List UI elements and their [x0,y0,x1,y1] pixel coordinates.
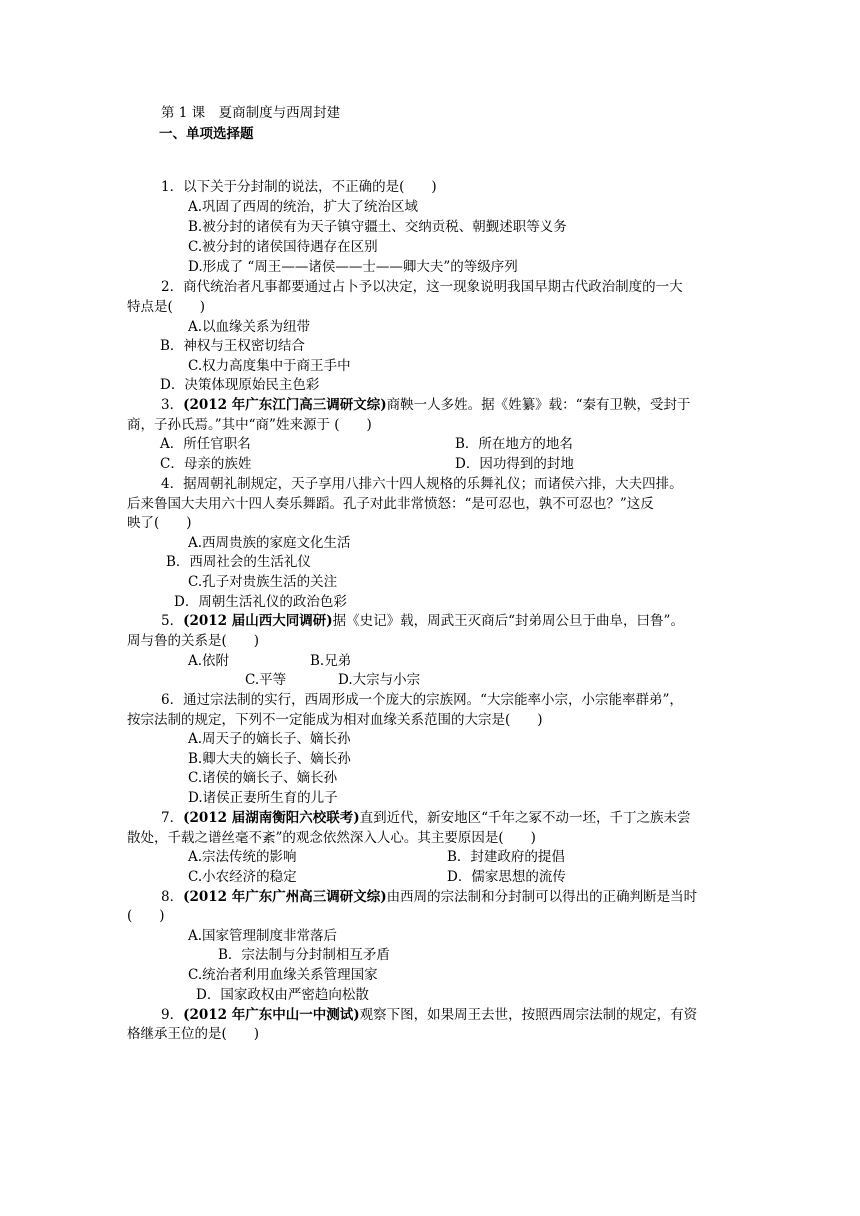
question-2-stem-line-1: 2．商代统治者凡事都要通过占卜予以决定，这一现象说明我国早期古代政治制度的一大 [161,279,683,295]
question-3-option-c: C．母亲的族姓 [160,456,252,472]
question-8-option-b: B．宗法制与分封制相互矛盾 [218,947,390,963]
question-8-source: (2012 年广东广州高三调研文综) [183,889,387,905]
question-5-option-b: B.兄弟 [310,653,352,669]
question-7-stem-line-1 [161,809,691,828]
question-3-stem-text: 商鞅一人多姓。据《姓纂》载：“秦有卫鞅，受封于 [386,397,691,413]
question-5-stem-line-1 [161,612,684,631]
question-7-option-d: D．儒家思想的流传 [447,869,566,885]
question-4-option-c: C.孔子对贵族生活的关注 [188,574,338,590]
question-4-option-a: A.西周贵族的家庭文化生活 [188,535,351,551]
question-1-option-c: C.被分封的诸侯国待遇存在区别 [188,239,378,255]
question-6-stem-line-1: 6．通过宗法制的实行，西周形成一个庞大的宗族网。“大宗能率小宗，小宗能率群弟”， [161,692,683,708]
question-3-stem-line-1 [161,396,691,415]
question-7-option-a: A.宗法传统的影响 [188,849,297,865]
question-3-option-b: B．所在地方的地名 [455,436,573,452]
question-3-number: 3． [161,397,184,413]
question-1-option-b: B.被分封的诸侯有为天子镇守疆土、交纳贡税、朝觐述职等义务 [188,219,567,235]
question-9-stem-text: 观察下图，如果周王去世，按照西周宗法制的规定，有资 [359,1007,698,1023]
question-4-stem-line-1: 4．据周朝礼制规定，天子享用八排六十四人规格的乐舞礼仪；而诸侯六排，大夫四排。 [161,476,683,492]
question-9-stem-line-1 [161,1006,697,1025]
question-8-stem-line-1 [161,888,697,907]
question-4-stem-line-3: 映了( ) [127,515,192,531]
question-8-stem-text: 由西周的宗法制和分封制可以得出的正确判断是当时 [386,889,698,905]
section-title: 一、单项选择题 [159,126,254,142]
question-6-option-d: D.诸侯正妻所生育的儿子 [188,790,338,806]
question-3-stem-line-2: 商，子孙氏焉。”其中“商”姓来源于 ( ) [127,417,372,433]
question-7-option-b: B．封建政府的提倡 [447,849,565,865]
question-2-option-b: B．神权与王权密切结合 [160,338,305,354]
question-6-option-c: C.诸侯的嫡长子、嫡长孙 [188,770,338,786]
question-3-option-a: A．所任官职名 [160,436,251,452]
question-6-stem-line-2: 按宗法制的规定，下列不一定能成为相对血缘关系范围的大宗是( ) [127,712,543,728]
question-9-stem-line-2: 格继承王位的是( ) [127,1026,260,1042]
question-3-source: (2012 年广东江门高三调研文综) [183,397,387,413]
question-8-option-a: A.国家管理制度非常落后 [188,928,338,944]
question-5-option-a: A.依附 [188,653,230,669]
question-5-source: (2012 届山西大同调研) [183,613,333,629]
question-7-option-c: C.小农经济的稳定 [188,869,297,885]
question-2-option-a: A.以血缘关系为纽带 [188,319,311,335]
question-4-option-b: B．西周社会的生活礼仪 [166,554,311,570]
question-6-option-a: A.周天子的嫡长子、嫡长孙 [188,731,351,747]
question-7-stem-text: 直到近代，新安地区“千年之冢不动一坯，千丁之族未尝 [359,810,691,826]
question-5-stem-text: 据《史记》载，周武王灭商后“封弟周公旦于曲阜，曰鲁”。 [332,613,684,629]
question-1-stem: 1．以下关于分封制的说法，不正确的是( ) [161,179,437,195]
question-4-stem-line-2: 后来鲁国大夫用六十四人奏乐舞蹈。孔子对此非常愤怒：“是可忍也，孰不可忍也？”这反 [127,496,654,512]
question-7-source: (2012 届湖南衡阳六校联考) [183,810,360,826]
question-2-option-d: D．决策体现原始民主色彩 [160,377,320,393]
question-8-stem-line-2: ( ) [127,908,165,924]
question-2-stem-line-2: 特点是( ) [127,299,206,315]
question-4-option-d: D．周朝生活礼仪的政治色彩 [174,594,347,610]
question-7-number: 7． [161,810,184,826]
question-8-number: 8． [161,889,184,905]
question-7-stem-line-2: 散处，千载之谱丝毫不紊”的观念依然深入人心。其主要原因是( ) [127,830,536,846]
lesson-title: 第 1 课 夏商制度与西周封建 [161,105,341,121]
question-9-source: (2012 年广东中山一中测试) [183,1007,360,1023]
question-3-option-d: D．因功得到的封地 [455,456,574,472]
question-5-option-c: C.平等 [245,672,287,688]
question-5-option-d: D.大宗与小宗 [338,672,421,688]
question-6-option-b: B.卿大夫的嫡长子、嫡长孙 [188,751,351,767]
question-8-option-c: C.统治者利用血缘关系管理国家 [188,967,378,983]
question-1-option-d: D.形成了 “周王——诸侯——士——卿大夫”的等级序列 [188,259,518,275]
question-8-option-d: D．国家政权由严密趋向松散 [196,987,369,1003]
question-5-number: 5． [161,613,184,629]
question-2-option-c: C.权力高度集中于商王手中 [188,358,351,374]
question-9-number: 9． [161,1007,184,1023]
question-1-option-a: A.巩固了西周的统治，扩大了统治区域 [188,199,419,215]
question-5-stem-line-2: 周与鲁的关系是( ) [127,633,260,649]
